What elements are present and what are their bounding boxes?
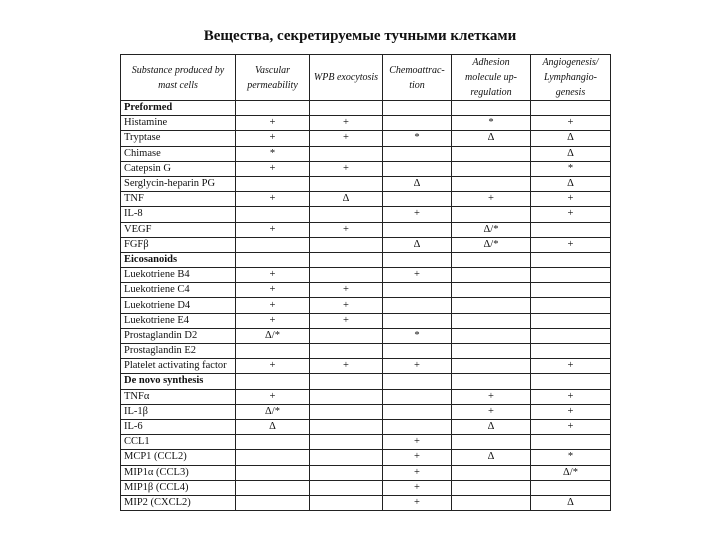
effect-cell: Δ <box>383 176 452 191</box>
table-row <box>121 298 611 313</box>
effect-cell <box>531 252 611 267</box>
table-row <box>121 116 611 131</box>
effect-cell <box>310 389 383 404</box>
effect-cell <box>452 465 531 480</box>
effect-cell: Δ/* <box>531 465 611 480</box>
effect-cell: + <box>383 207 452 222</box>
table-row <box>121 237 611 252</box>
effect-cell <box>531 283 611 298</box>
effect-cell <box>310 435 383 450</box>
effect-cell <box>452 176 531 191</box>
effect-cell <box>310 480 383 495</box>
substance-name: Luekotriene E4 <box>121 313 236 328</box>
effect-cell <box>452 480 531 495</box>
effect-cell: + <box>383 495 452 510</box>
table-row <box>121 146 611 161</box>
effect-cell <box>236 176 310 191</box>
effect-cell: * <box>452 116 531 131</box>
effect-cell <box>383 283 452 298</box>
effect-cell: Δ/* <box>452 237 531 252</box>
effect-cell <box>236 344 310 359</box>
effect-cell <box>531 480 611 495</box>
effect-cell <box>383 161 452 176</box>
effect-cell: + <box>236 116 310 131</box>
substance-name: Prostaglandin E2 <box>121 344 236 359</box>
section-row <box>121 252 611 267</box>
column-header-wpb-exocytosis: WPB exocytosis <box>310 55 383 101</box>
effect-cell <box>310 146 383 161</box>
substance-name: MIP2 (CXCL2) <box>121 495 236 510</box>
effect-cell: Δ <box>531 176 611 191</box>
effect-cell: * <box>383 131 452 146</box>
substance-name: FGFβ <box>121 237 236 252</box>
substance-name: Catepsin G <box>121 161 236 176</box>
effect-cell: + <box>310 313 383 328</box>
effect-cell <box>531 374 611 389</box>
table-row <box>121 222 611 237</box>
effect-cell <box>452 435 531 450</box>
effect-cell: + <box>310 116 383 131</box>
effect-cell: * <box>383 328 452 343</box>
substance-name: Luekotriene B4 <box>121 268 236 283</box>
effect-cell <box>310 252 383 267</box>
table-row <box>121 161 611 176</box>
effect-cell <box>383 404 452 419</box>
effect-cell: Δ <box>452 419 531 434</box>
effect-cell <box>236 101 310 116</box>
table-row <box>121 389 611 404</box>
effect-cell <box>310 404 383 419</box>
effect-cell <box>452 344 531 359</box>
effect-cell <box>531 222 611 237</box>
column-header-substance: Substance produced by mast cells <box>121 55 236 101</box>
effect-cell: Δ <box>236 419 310 434</box>
effect-cell <box>452 313 531 328</box>
effect-cell <box>383 419 452 434</box>
column-header-angiogenesis: Angiogenesis/ Lymphangio-genesis <box>531 55 611 101</box>
effect-cell <box>383 146 452 161</box>
effect-cell: + <box>383 359 452 374</box>
substance-name: IL-8 <box>121 207 236 222</box>
table-row <box>121 419 611 434</box>
effect-cell <box>383 344 452 359</box>
table-header-row <box>121 55 611 101</box>
effect-cell: + <box>531 192 611 207</box>
substance-name: TNF <box>121 192 236 207</box>
effect-cell: + <box>236 268 310 283</box>
section-label: De novo synthesis <box>121 374 236 389</box>
table-row <box>121 207 611 222</box>
substance-name: Luekotriene D4 <box>121 298 236 313</box>
effect-cell <box>236 237 310 252</box>
effect-cell: + <box>452 389 531 404</box>
table-row <box>121 359 611 374</box>
table-row <box>121 192 611 207</box>
table-row <box>121 283 611 298</box>
effect-cell <box>310 344 383 359</box>
table-row <box>121 268 611 283</box>
effect-cell: + <box>531 237 611 252</box>
effect-cell: + <box>531 389 611 404</box>
substance-name: Chimase <box>121 146 236 161</box>
substance-name: MIP1α (CCL3) <box>121 465 236 480</box>
effect-cell: + <box>236 389 310 404</box>
column-header-chemoattraction: Chemoattrac-tion <box>383 55 452 101</box>
effect-cell: + <box>531 207 611 222</box>
effect-cell: + <box>310 359 383 374</box>
section-row <box>121 374 611 389</box>
effect-cell <box>531 435 611 450</box>
effect-cell <box>531 298 611 313</box>
effect-cell: + <box>236 131 310 146</box>
effect-cell <box>310 268 383 283</box>
effect-cell <box>531 313 611 328</box>
effect-cell: + <box>310 161 383 176</box>
substance-name: MIP1β (CCL4) <box>121 480 236 495</box>
table-row <box>121 450 611 465</box>
effect-cell: Δ <box>452 450 531 465</box>
effect-cell <box>236 207 310 222</box>
table-row <box>121 313 611 328</box>
effect-cell: + <box>383 465 452 480</box>
table-row <box>121 495 611 510</box>
substance-name: Tryptase <box>121 131 236 146</box>
effect-cell <box>383 298 452 313</box>
effect-cell: + <box>452 192 531 207</box>
effect-cell <box>531 268 611 283</box>
effect-cell: Δ/* <box>236 404 310 419</box>
effect-cell <box>310 495 383 510</box>
effect-cell: Δ <box>531 131 611 146</box>
effect-cell: + <box>236 161 310 176</box>
table-row <box>121 435 611 450</box>
section-label: Eicosanoids <box>121 252 236 267</box>
effect-cell <box>452 359 531 374</box>
effect-cell: + <box>236 192 310 207</box>
effect-cell <box>452 328 531 343</box>
effect-cell: + <box>236 298 310 313</box>
effect-cell <box>383 101 452 116</box>
effect-cell: + <box>452 404 531 419</box>
effect-cell: + <box>310 131 383 146</box>
effect-cell <box>383 389 452 404</box>
effect-cell <box>452 495 531 510</box>
table-row <box>121 344 611 359</box>
effect-cell <box>236 495 310 510</box>
section-label: Preformed <box>121 101 236 116</box>
effect-cell <box>236 435 310 450</box>
effect-cell: Δ <box>531 495 611 510</box>
substance-name: TNFα <box>121 389 236 404</box>
substance-name: IL-1β <box>121 404 236 419</box>
mast-cell-substances-table <box>120 54 611 511</box>
table-row <box>121 465 611 480</box>
effect-cell: * <box>236 146 310 161</box>
column-header-adhesion: Adhesion molecule up-regulation <box>452 55 531 101</box>
effect-cell <box>310 237 383 252</box>
table-row <box>121 131 611 146</box>
substance-name: MCP1 (CCL2) <box>121 450 236 465</box>
effect-cell <box>452 207 531 222</box>
table-row <box>121 328 611 343</box>
effect-cell <box>310 207 383 222</box>
effect-cell <box>452 252 531 267</box>
effect-cell <box>383 374 452 389</box>
effect-cell: Δ <box>531 146 611 161</box>
effect-cell: + <box>383 268 452 283</box>
effect-cell: + <box>236 359 310 374</box>
effect-cell: Δ/* <box>236 328 310 343</box>
effect-cell <box>236 450 310 465</box>
effect-cell <box>310 101 383 116</box>
table-row <box>121 176 611 191</box>
effect-cell <box>531 101 611 116</box>
effect-cell <box>310 374 383 389</box>
effect-cell: + <box>531 404 611 419</box>
substance-name: Platelet activating factor <box>121 359 236 374</box>
substance-name: Serglycin-heparin PG <box>121 176 236 191</box>
effect-cell <box>310 419 383 434</box>
effect-cell <box>452 283 531 298</box>
table-row <box>121 480 611 495</box>
page-title: Вещества, секретируемые тучными клетками <box>203 28 517 44</box>
section-row <box>121 101 611 116</box>
effect-cell: + <box>531 116 611 131</box>
effect-cell <box>452 374 531 389</box>
effect-cell: + <box>236 313 310 328</box>
effect-cell: Δ <box>452 131 531 146</box>
substance-name: Histamine <box>121 116 236 131</box>
effect-cell: + <box>236 283 310 298</box>
substance-name: CCL1 <box>121 435 236 450</box>
effect-cell: * <box>531 161 611 176</box>
effect-cell <box>452 101 531 116</box>
effect-cell: + <box>383 435 452 450</box>
effect-cell: Δ <box>310 192 383 207</box>
effect-cell: + <box>236 222 310 237</box>
effect-cell <box>452 146 531 161</box>
effect-cell: + <box>310 222 383 237</box>
effect-cell: Δ <box>383 237 452 252</box>
effect-cell: + <box>531 419 611 434</box>
effect-cell <box>236 465 310 480</box>
effect-cell <box>383 116 452 131</box>
effect-cell: Δ/* <box>452 222 531 237</box>
effect-cell <box>383 252 452 267</box>
effect-cell <box>452 268 531 283</box>
substance-name: Luekotriene C4 <box>121 283 236 298</box>
effect-cell <box>310 176 383 191</box>
effect-cell <box>236 252 310 267</box>
effect-cell: + <box>383 450 452 465</box>
effect-cell <box>310 450 383 465</box>
table-row <box>121 404 611 419</box>
substance-name: Prostaglandin D2 <box>121 328 236 343</box>
effect-cell: + <box>310 283 383 298</box>
column-header-vascular-permeability: Vascular permeability <box>236 55 310 101</box>
effect-cell <box>383 313 452 328</box>
effect-cell <box>531 344 611 359</box>
effect-cell <box>236 374 310 389</box>
effect-cell <box>383 222 452 237</box>
effect-cell: + <box>310 298 383 313</box>
effect-cell: + <box>383 480 452 495</box>
effect-cell: * <box>531 450 611 465</box>
effect-cell: + <box>531 359 611 374</box>
effect-cell <box>236 480 310 495</box>
substance-name: VEGF <box>121 222 236 237</box>
effect-cell <box>452 161 531 176</box>
effect-cell <box>310 328 383 343</box>
substance-name: IL-6 <box>121 419 236 434</box>
effect-cell <box>452 298 531 313</box>
effect-cell <box>310 465 383 480</box>
effect-cell <box>383 192 452 207</box>
effect-cell <box>531 328 611 343</box>
